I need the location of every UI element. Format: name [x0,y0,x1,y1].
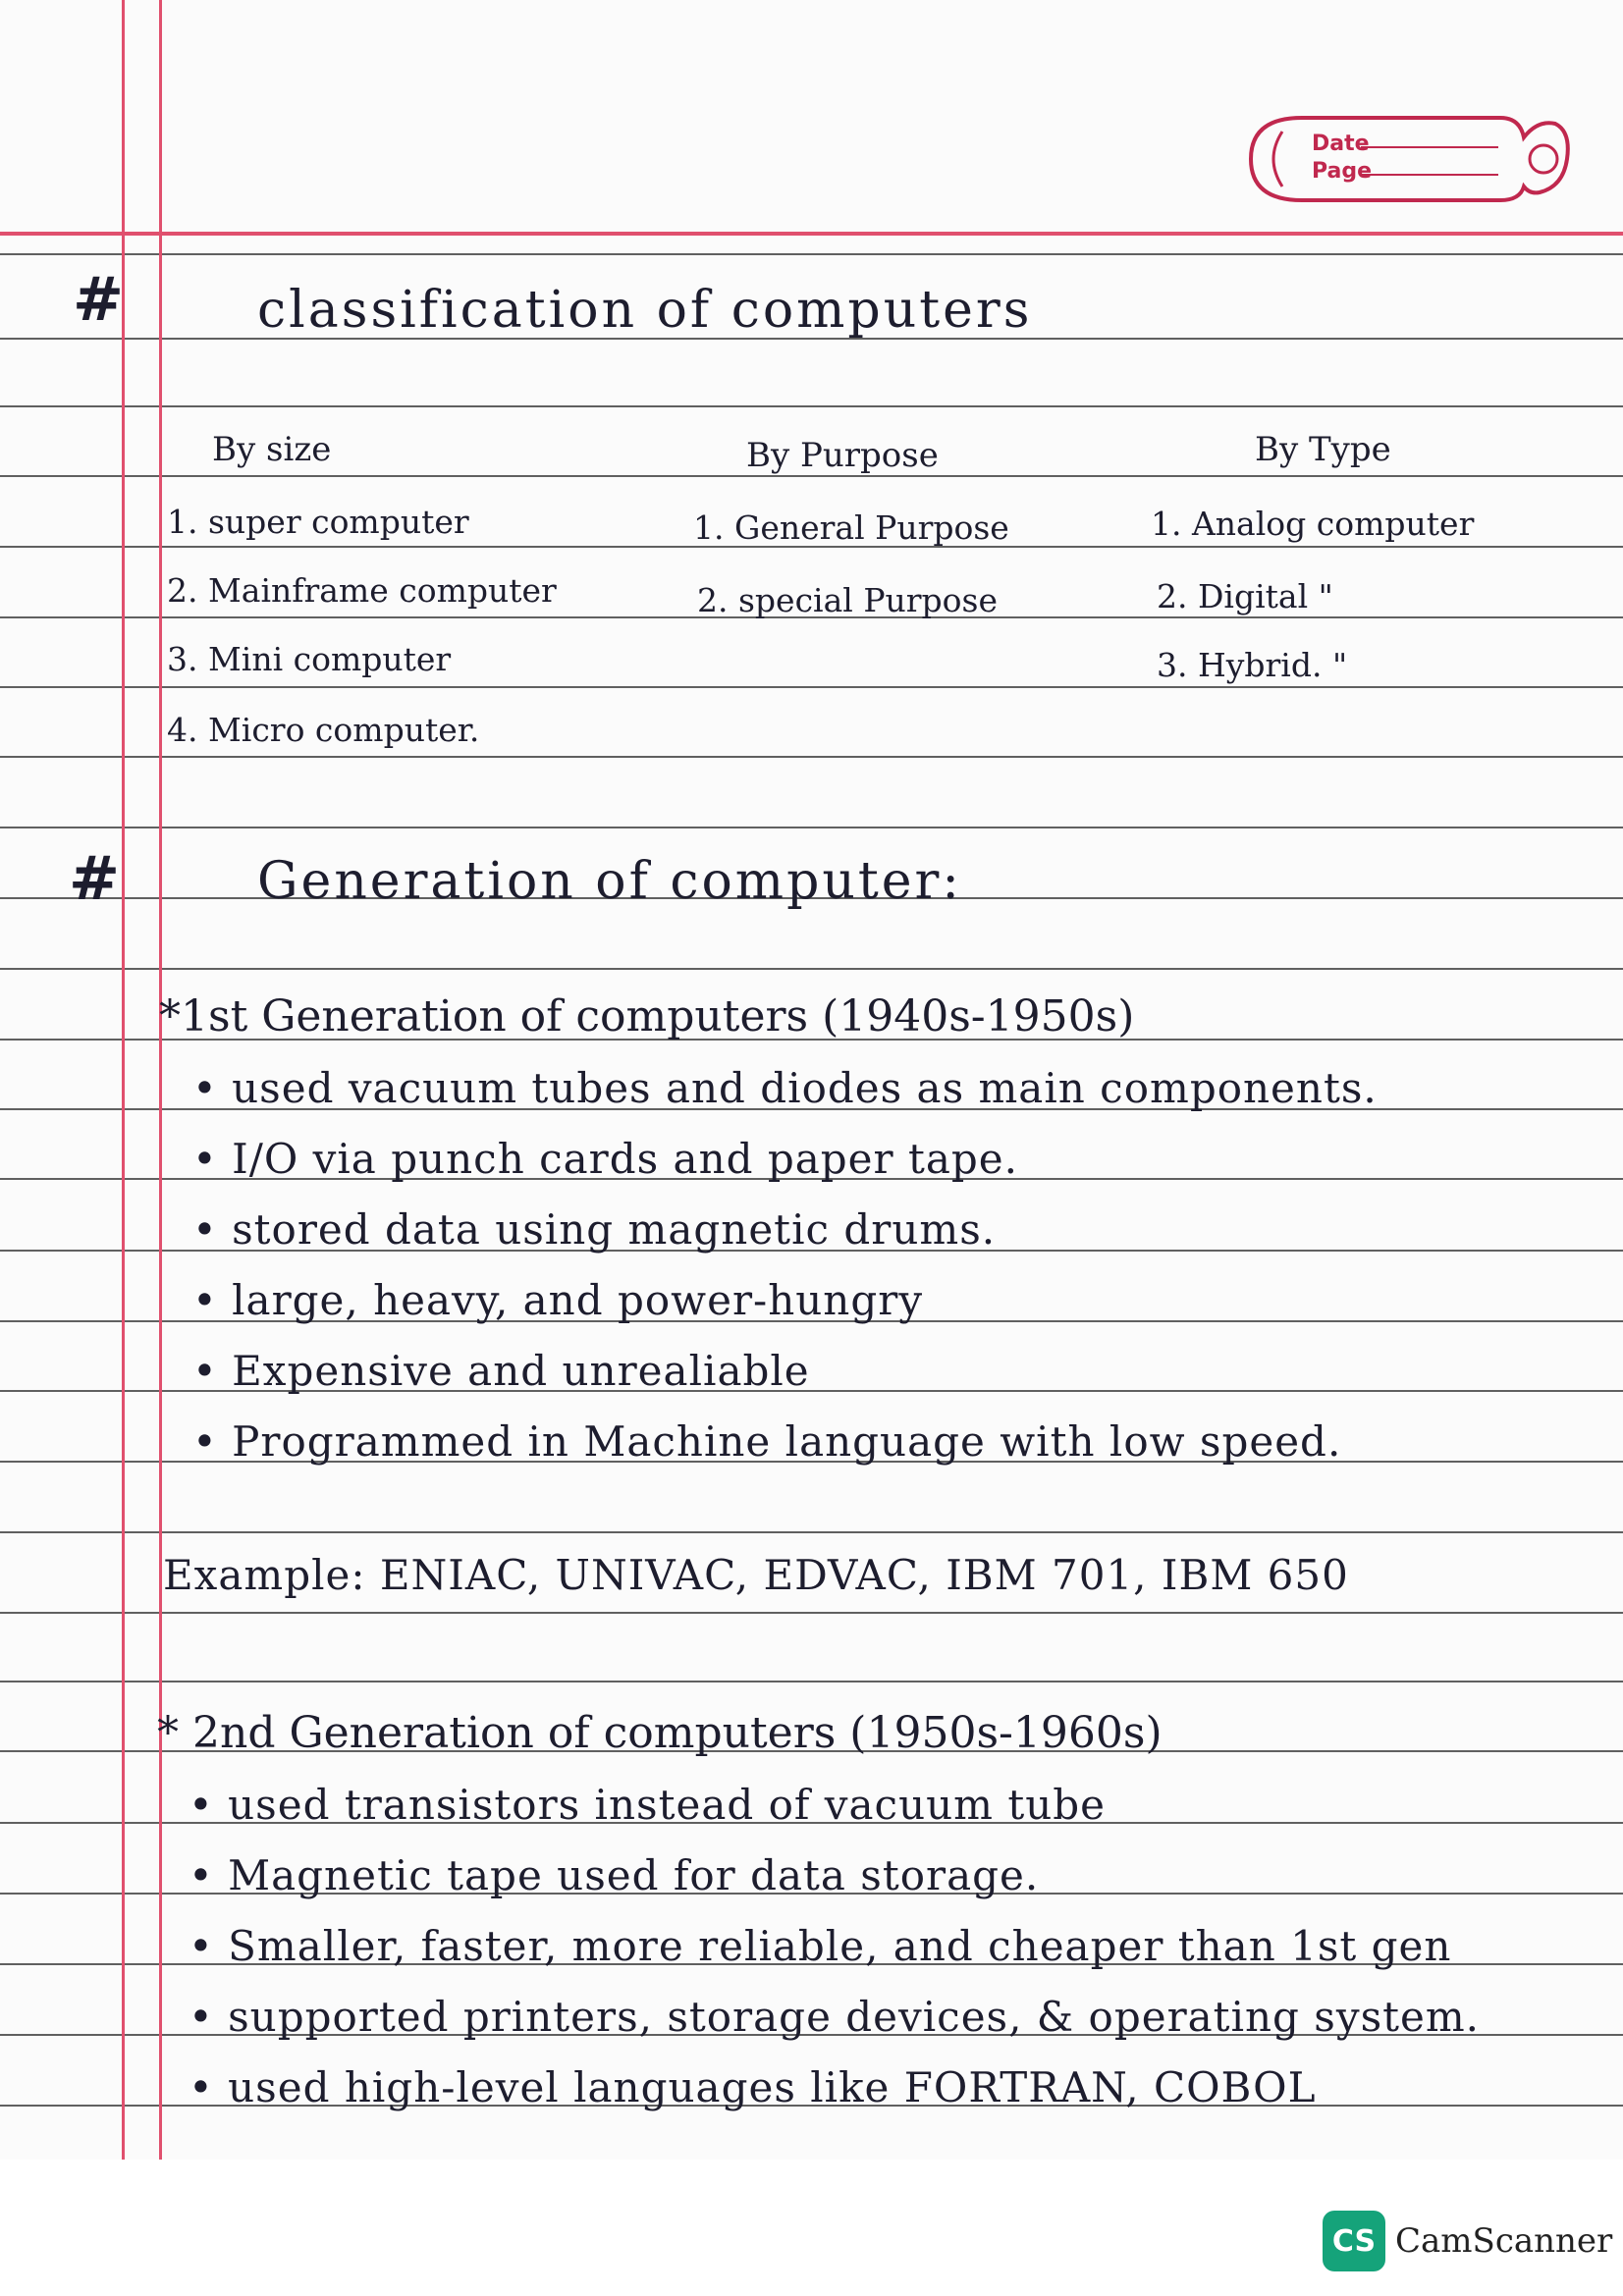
ruled-line [0,1681,1623,1682]
section-title-generation: Generation of computer: [257,852,962,911]
gen1-heading: *1st Generation of computers (1940s-1950s) [159,991,1135,1041]
section-hash-1: # [73,263,124,335]
ruled-line [0,756,1623,758]
ruled-line [0,405,1623,407]
section-title-classification: classification of computers [257,281,1033,340]
ruled-line [0,968,1623,970]
gen2-bullet: • used high-level languages like FORTRAN, COBOL [189,2063,1317,2111]
ruled-line [0,827,1623,828]
page-label: Page [1312,159,1373,184]
purpose-item: 2. special Purpose [697,581,999,619]
stamp-frame-icon [1243,110,1573,206]
camscanner-name: CamScanner [1395,2221,1613,2261]
column-heading-purpose: By Purpose [746,436,939,475]
column-heading-size: By size [212,430,332,469]
gen2-bullet: • Smaller, faster, more reliable, and cheaper than 1st gen [189,1922,1452,1970]
ruled-line [0,686,1623,688]
type-item: 3. Hybrid. " [1157,646,1348,684]
type-item: 2. Digital " [1157,577,1333,615]
type-item: 1. Analog computer [1151,505,1475,543]
purpose-item: 1. General Purpose [693,508,1009,547]
ruled-line [0,1612,1623,1614]
column-heading-type: By Type [1255,430,1391,469]
gen1-bullet: • used vacuum tubes and diodes as main components. [192,1064,1378,1112]
camscanner-logo-icon: CS [1323,2211,1385,2271]
margin-line [159,0,162,2160]
date-page-stamp [1243,110,1573,206]
date-label: Date [1312,132,1370,156]
gen1-bullet: • I/O via punch cards and paper tape. [192,1135,1018,1183]
ruled-line [0,1531,1623,1533]
gen1-example: Example: ENIAC, UNIVAC, EDVAC, IBM 701, IBM 650 [163,1551,1349,1599]
ruled-line [0,475,1623,477]
gen1-bullet: • large, heavy, and power-hungry [192,1276,924,1324]
gen1-bullet: • Programmed in Machine language with low speed. [192,1417,1342,1466]
gen2-bullet: • Magnetic tape used for data storage. [189,1851,1040,1899]
header-line [0,232,1623,236]
gen2-bullet: • used transistors instead of vacuum tube [189,1781,1107,1829]
gen1-bullet: • Expensive and unrealiable [192,1347,810,1395]
size-item: 1. super computer [167,503,469,541]
ruled-line [0,253,1623,255]
size-item: 3. Mini computer [167,640,452,678]
gen2-heading: * 2nd Generation of computers (1950s-1960s) [157,1708,1163,1758]
gen2-bullet: • supported printers, storage devices, & operating system. [189,1993,1481,2041]
size-item: 2. Mainframe computer [167,571,557,610]
camscanner-watermark [1323,2211,1612,2271]
size-item: 4. Micro computer. [167,711,480,749]
gen1-bullet: • stored data using magnetic drums. [192,1205,997,1254]
section-hash-2: # [69,842,120,914]
